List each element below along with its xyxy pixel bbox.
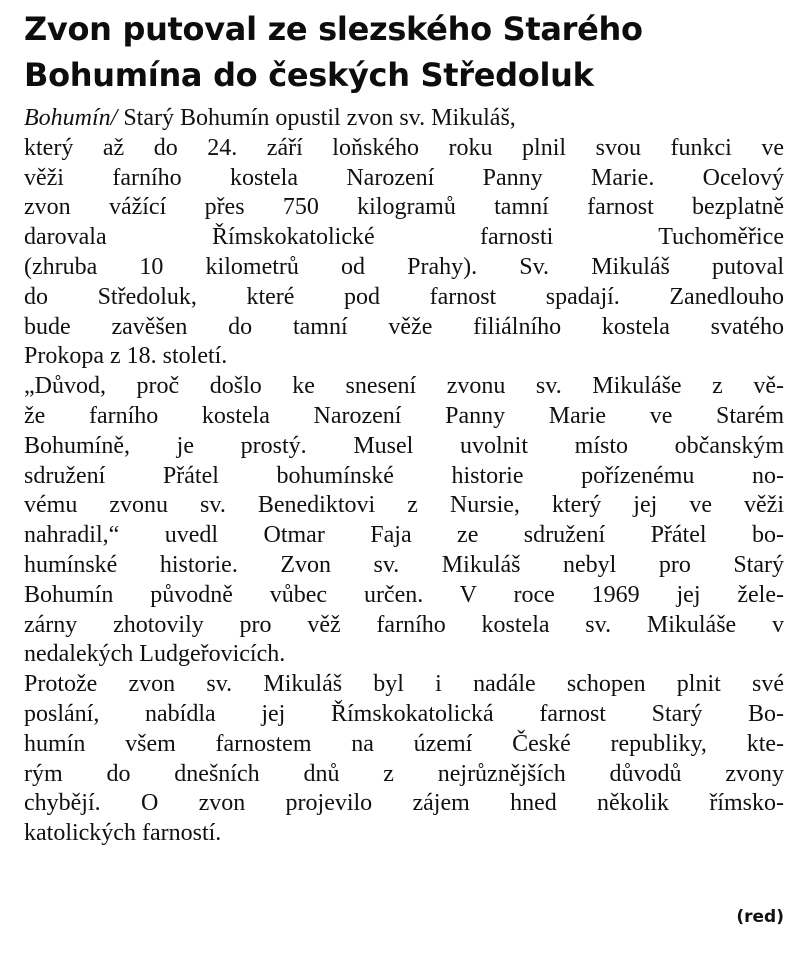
paragraph-line: humínské historie. Zvon sv. Mikuláš nebyl pro Starý (24, 551, 784, 578)
paragraph-line: nahradil,“ uvedl Otmar Faja ze sdružení Přátel bo- (24, 522, 784, 549)
paragraph-line: Bohumíně, je prostý. Musel uvolnit místo občanským (24, 432, 784, 459)
paragraph-3 (24, 670, 784, 849)
paragraph-line: katolických farností. (24, 820, 222, 847)
paragraph-line: který až do 24. září loňského roku plnil svou funkci ve (24, 134, 784, 161)
paragraph-line: sdružení Přátel bohumínské historie pořízenému no- (24, 462, 784, 489)
paragraph-line: zárny zhotovily pro věž farního kostela sv. Mikuláše v (24, 611, 784, 638)
paragraph-line: do Středoluk, které pod farnost spadají. Zanedlouho (24, 283, 784, 310)
paragraph-2 (24, 372, 784, 670)
paragraph-1 (24, 104, 784, 372)
paragraph-line: humín všem farnostem na území České republiky, kte- (24, 730, 784, 757)
paragraph-line: Bohumín/ Starý Bohumín opustil zvon sv. Mikuláš, (24, 105, 516, 131)
paragraph-line: vému zvonu sv. Benediktovi z Nursie, který jej ve věži (24, 492, 784, 519)
paragraph-line: Bohumín původně vůbec určen. V roce 1969 jej žele- (24, 581, 784, 608)
paragraph-line: zvon vážící přes 750 kilogramů tamní farnost bezplatně (24, 194, 784, 221)
paragraph-line: že farního kostela Narození Panny Marie ve Starém (24, 402, 784, 429)
dateline: Bohumín/ (24, 105, 118, 131)
headline (24, 6, 784, 98)
paragraph-line: chybějí. O zvon projevilo zájem hned několik římsko- (24, 790, 784, 817)
paragraph-line: věži farního kostela Narození Panny Marie. Ocelový (24, 164, 784, 191)
paragraph-line: darovala Římskokatolické farnosti Tuchoměřice (24, 224, 784, 251)
headline-line-2: Bohumína do českých Středoluk (24, 56, 594, 94)
author-credit: (red) (736, 907, 784, 927)
paragraph-line: (zhruba 10 kilometrů od Prahy). Sv. Mikuláš putoval (24, 253, 784, 280)
paragraph-line: Prokopa z 18. století. (24, 343, 228, 370)
paragraph-line: poslání, nabídla jej Římskokatolická farnost Starý Bo- (24, 700, 784, 727)
article (24, 6, 784, 849)
paragraph-line: nedalekých Ludgeřovicích. (24, 641, 286, 668)
paragraph-line: bude zavěšen do tamní věže filiálního kostela svatého (24, 313, 784, 340)
headline-line-1: Zvon putoval ze slezského Starého (24, 10, 643, 48)
paragraph-line: „Důvod, proč došlo ke snesení zvonu sv. Mikuláše z vě- (24, 373, 784, 400)
paragraph-line: Protože zvon sv. Mikuláš byl i nadále schopen plnit své (24, 671, 784, 698)
paragraph-line: rým do dnešních dnů z nejrůznějších důvodů zvony (24, 760, 784, 787)
